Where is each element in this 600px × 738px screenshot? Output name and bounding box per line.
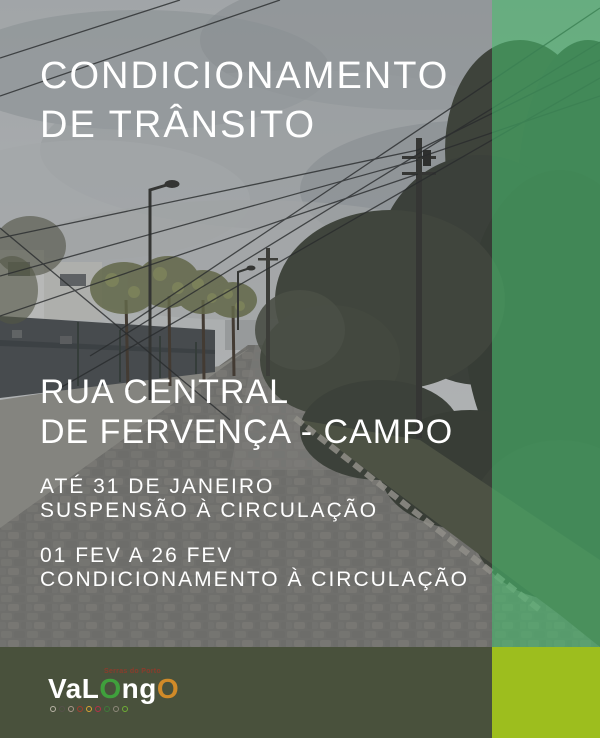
logo-dot	[59, 706, 65, 712]
period-2-restriction: CONDICIONAMENTO À CIRCULAÇÃO	[40, 568, 469, 591]
logo-dot	[77, 706, 83, 712]
period-1-dates: ATÉ 31 DE JANEIRO	[40, 475, 275, 498]
logo-wordmark	[48, 674, 179, 704]
title-line-1: CONDICIONAMENTO	[40, 55, 450, 97]
street-line-1: RUA CENTRAL	[40, 373, 290, 411]
street-line-2: DE FERVENÇA - CAMPO	[40, 413, 454, 451]
title-line-2: DE TRÂNSITO	[40, 104, 317, 146]
logo-dot	[113, 706, 119, 712]
period-1-restriction: SUSPENSÃO À CIRCULAÇÃO	[40, 499, 379, 522]
logo-dot	[104, 706, 110, 712]
wordmark-part-2: ng	[121, 673, 157, 704]
wordmark-orange-o: O	[156, 673, 180, 704]
period-1	[40, 475, 378, 523]
green-accent-stripe	[492, 0, 600, 647]
logo-dots	[50, 706, 128, 712]
poster-title	[40, 52, 449, 150]
period-2	[40, 544, 469, 592]
period-2-dates: 01 FEV A 26 FEV	[40, 544, 234, 567]
logo-dot	[68, 706, 74, 712]
street-name	[40, 372, 453, 452]
valongo-logo	[48, 664, 188, 724]
logo-tagline: Serras do Porto	[104, 668, 162, 675]
lime-corner-square	[492, 647, 600, 738]
logo-dot	[122, 706, 128, 712]
logo-dot	[86, 706, 92, 712]
wordmark-part-1: VaL	[48, 673, 100, 704]
wordmark-green-o: O	[99, 673, 122, 704]
logo-dot	[95, 706, 101, 712]
logo-dot	[50, 706, 56, 712]
